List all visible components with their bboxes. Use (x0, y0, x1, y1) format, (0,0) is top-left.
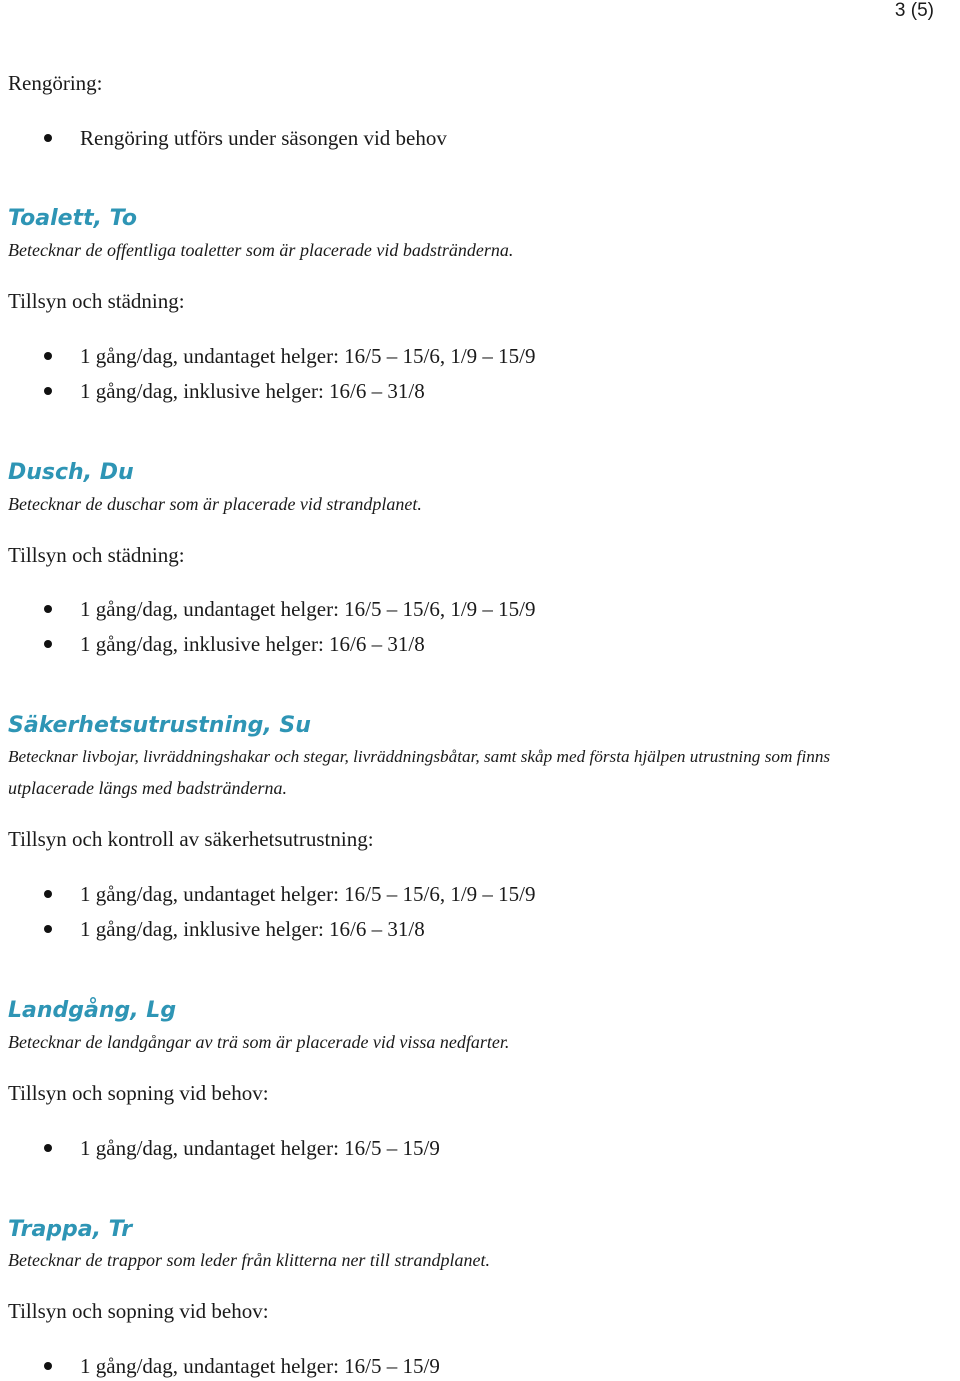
bullet-icon (44, 890, 52, 898)
section-heading-landgang: Landgång, Lg (8, 998, 177, 1023)
rengoring-label: Rengöring: (8, 71, 103, 95)
bullet-icon (44, 387, 52, 395)
section-label-dusch: Tillsyn och städning: (8, 543, 185, 567)
section-heading-dusch: Dusch, Du (8, 460, 134, 485)
section-label-trappa: Tillsyn och sopning vid behov: (8, 1299, 269, 1323)
section-heading-trappa: Trappa, Tr (8, 1217, 133, 1242)
section-description-dusch: Betecknar de duschar som är placerade vid strandplanet. (8, 494, 422, 514)
section-description-toalett: Betecknar de offentliga toaletter som är placerade vid badstränderna. (8, 240, 514, 260)
section-description-trappa: Betecknar de trappor som leder från klitterna ner till strandplanet. (8, 1250, 490, 1270)
section-heading-sakerhetsutrustning: Säkerhetsutrustning, Su (8, 713, 311, 738)
section-heading-toalett: Toalett, To (8, 206, 137, 231)
bullet-icon (44, 605, 52, 613)
bullet-icon (44, 640, 52, 648)
list-item: 1 gång/dag, inklusive helger: 16/6 – 31/8 (80, 632, 425, 656)
list-item: 1 gång/dag, undantaget helger: 16/5 – 15/6, 1/9 – 15/9 (80, 882, 536, 906)
list-item: 1 gång/dag, undantaget helger: 16/5 – 15/9 (80, 1354, 440, 1378)
page-number: 3 (5) (894, 0, 934, 21)
section-label-landgang: Tillsyn och sopning vid behov: (8, 1081, 269, 1105)
bullet-icon (44, 352, 52, 360)
section-description-sakerhetsutrustning: Betecknar livbojar, livräddningshakar och stegar, livräddningsbåtar, samt skåp med första hjälpen utrustning som finns (8, 747, 831, 766)
section-description-continued: utplacerade längs med badstränderna. (8, 778, 287, 798)
bullet-icon (44, 134, 52, 142)
section-label-toalett: Tillsyn och städning: (8, 289, 185, 313)
list-item: 1 gång/dag, inklusive helger: 16/6 – 31/8 (80, 917, 425, 941)
list-item: 1 gång/dag, undantaget helger: 16/5 – 15/9 (80, 1136, 440, 1160)
list-item: 1 gång/dag, inklusive helger: 16/6 – 31/8 (80, 379, 425, 403)
bullet-icon (44, 925, 52, 933)
bullet-icon (44, 1362, 52, 1370)
section-description-landgang: Betecknar de landgångar av trä som är placerade vid vissa nedfarter. (8, 1032, 510, 1052)
list-item: 1 gång/dag, undantaget helger: 16/5 – 15/6, 1/9 – 15/9 (80, 344, 536, 368)
list-item: Rengöring utförs under säsongen vid behov (80, 126, 447, 150)
list-item: 1 gång/dag, undantaget helger: 16/5 – 15/6, 1/9 – 15/9 (80, 597, 536, 621)
bullet-icon (44, 1144, 52, 1152)
section-label-sakerhetsutrustning: Tillsyn och kontroll av säkerhetsutrustning: (8, 827, 374, 851)
